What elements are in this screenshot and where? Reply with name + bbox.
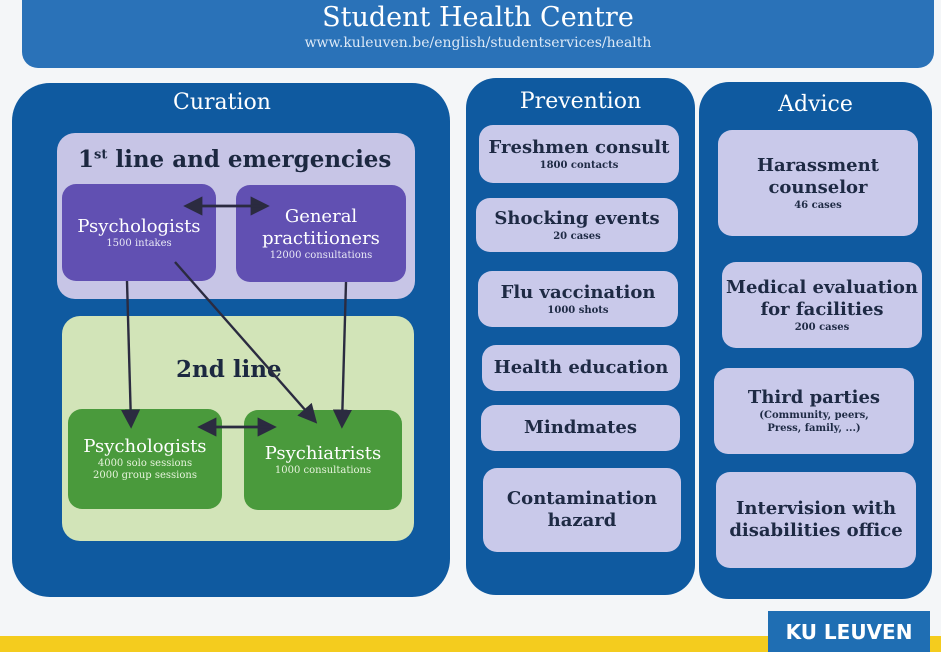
psychologists-first-line: Psychologists 1500 intakes (62, 184, 216, 281)
website-url[interactable]: www.kuleuven.be/english/studentservices/health (304, 35, 652, 51)
prevention-item: Mindmates (481, 405, 680, 451)
general-practitioners: General practitioners 12000 consultations (236, 185, 406, 282)
advice-item: Medical evaluation for facilities 200 cases (722, 262, 922, 348)
prevention-item: Freshmen consult 1800 contacts (479, 125, 679, 183)
prevention-item: Flu vaccination 1000 shots (478, 271, 678, 327)
advice-title: Advice (778, 92, 853, 117)
prevention-item: Contamination hazard (483, 468, 681, 552)
advice-item: Third parties (Community, peers, Press, family, ...) (714, 368, 914, 454)
second-line-title: 2nd line (176, 356, 282, 383)
page-title: Student Health Centre (322, 2, 634, 33)
arrow-psych-to-2nd-psych (127, 281, 131, 424)
prevention-item: Shocking events 20 cases (476, 198, 678, 252)
psychologists-second-line: Psychologists 4000 solo sessions 2000 group sessions (68, 409, 222, 509)
advice-item: Intervision with disabilities office (716, 472, 916, 568)
first-line-title: 1st line and emergencies (78, 146, 392, 173)
prevention-title: Prevention (519, 89, 642, 114)
ku-leuven-logo: KU LEUVEN (768, 611, 930, 652)
curation-title: Curation (173, 90, 271, 115)
arrow-gp-to-psychiatrists (342, 282, 346, 424)
psychiatrists: Psychiatrists 1000 consultations (244, 410, 402, 510)
advice-item: Harassment counselor 46 cases (718, 130, 918, 236)
arrow-psych-to-psychiatrists (175, 262, 314, 420)
prevention-item: Health education (482, 345, 680, 391)
